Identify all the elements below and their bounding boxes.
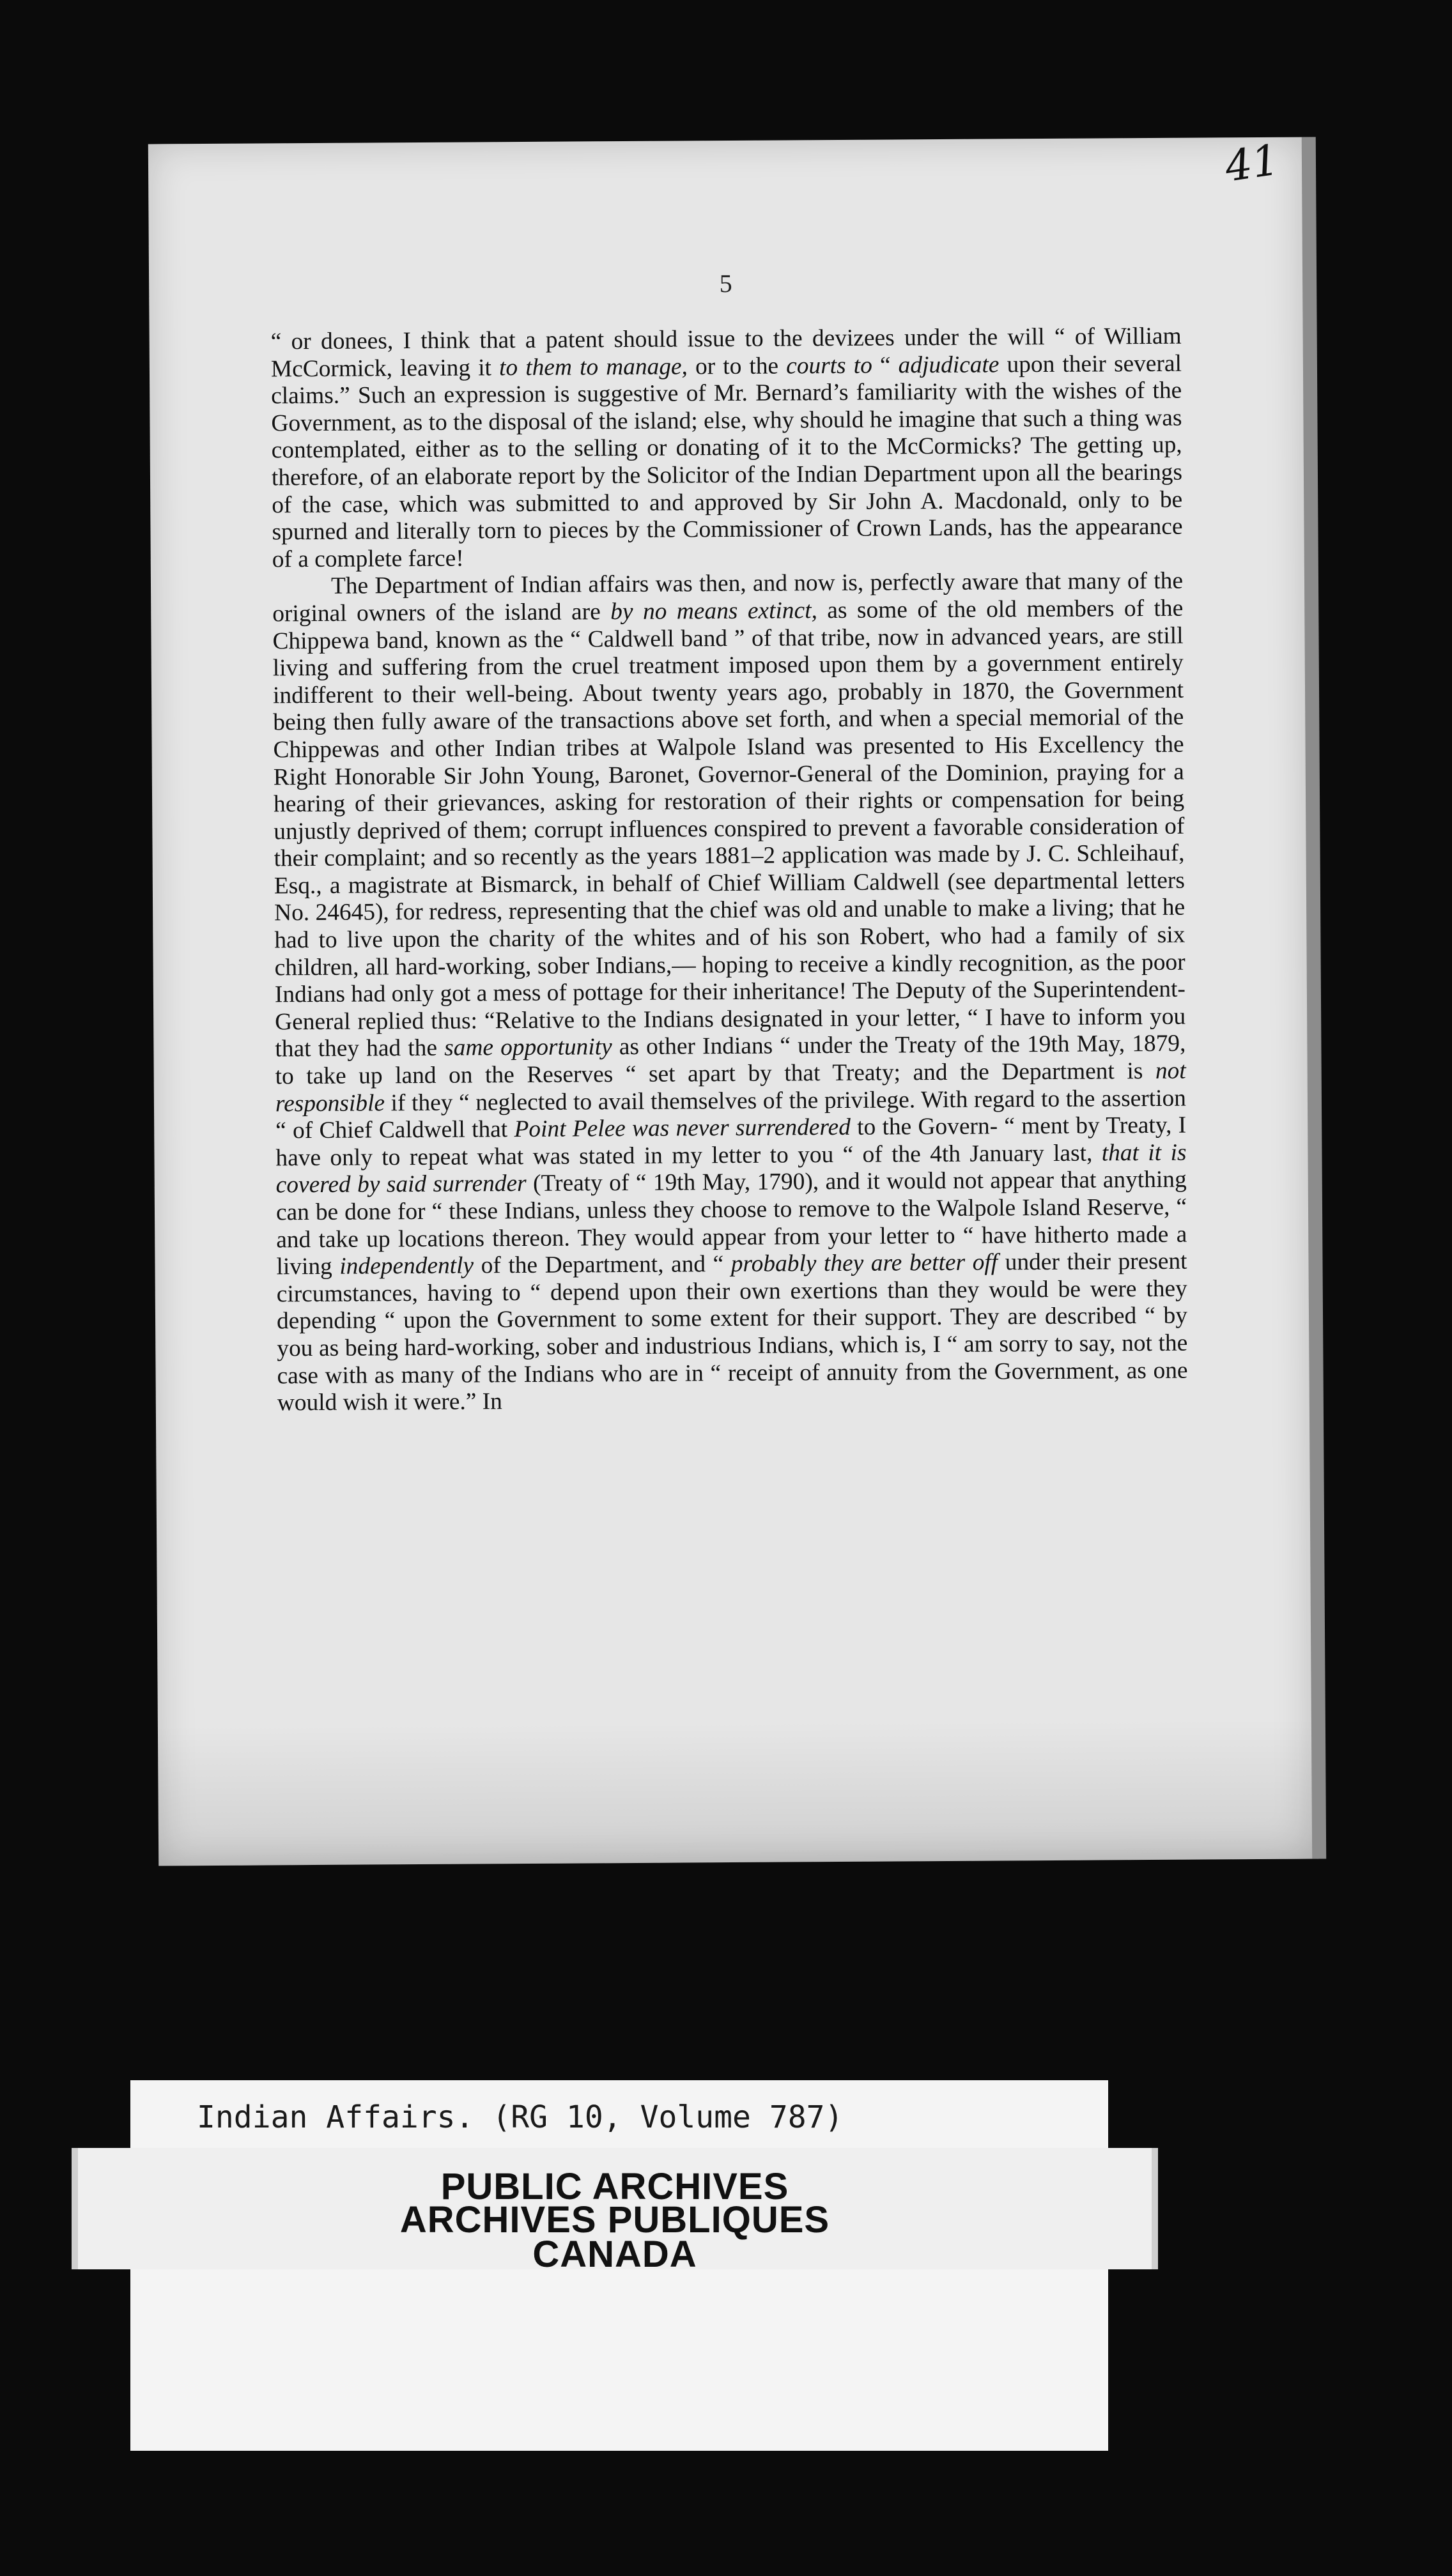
- text-run: as some of the old members of the Chippewa band, known as the “ Caldwell band ” of that tribe, now in advanced years, are still living and suffering from the cruel treatment imposed upon them by a government entirely indifferent to their well-being. About twenty years ago, probably in 1870, the Government being then fully aware of the transactions above set forth, and when a special memorial of the Chippewas and other Indian tribes at Walpole Island was presented to His Excellency the Right Honorable Sir John Young, Baronet, Governor-General of the Dominion, praying for a hearing of their grievances, asking for restoration of their rights or compensation for being unjustly deprived of them; corrupt influences conspired to prevent a favorable consideration of their complaint; and so recently as the years 1881–2 application was made by J. C. Schleihauf, Esq., a magistrate at Bismarck, in behalf of Chief William Caldwell (see departmental letters No. 24645), for redress, representing that the chief was old and unable to make a living; that he had to live upon the charity of the whites and of his son Robert, who had a family of six children, all hard-working, sober Indians,— hoping to receive a kindly recognition, as the poor Indians had only got a mess of pottage for their inheritance! The Deputy of the Superintendent-General replied thus: “Relative to the Indians designated in your letter, “ I have to inform you that they had the: [272, 595, 1186, 1062]
- italic-run: courts to: [786, 352, 872, 379]
- italic-run: independently: [339, 1252, 474, 1280]
- body-text: [271, 323, 1188, 1417]
- text-run: if they “ neglected to avail themselves of the privilege. With regard to the assertion “ of Chief Caldwell that: [275, 1085, 1187, 1144]
- text-run: of the Department, and “: [473, 1251, 731, 1279]
- italic-run: same opportunity: [444, 1034, 612, 1062]
- text-run: or to the: [687, 353, 787, 380]
- paragraph-1: [271, 323, 1183, 574]
- archive-name-french: ARCHIVES PUBLIQUES: [399, 2199, 830, 2241]
- page-edge: [1302, 137, 1326, 1859]
- text-run: upon their several claims.” Such an expression is suggestive of Mr. Bernard’s familiarity with the wishes of the Government, as to the disposal of the island; else, why should he imagine that such a thing was contemplated, either as to the selling or donating of it to the McCormicks? The getting up, therefore, of an elaborate report by the Solicitor of the Indian Department upon all the bearings of the case, which was submitted to and approved by Sir John A. Macdonald, only to be spurned and literally torn to pieces by the Commissioner of Crown Lands, has the appearance of a complete farce!: [271, 350, 1183, 573]
- italic-run: probably they are better off: [730, 1249, 998, 1278]
- archive-country: CANADA: [532, 2234, 697, 2275]
- italic-run: not responsible: [275, 1057, 1186, 1117]
- italic-run: Point Pelee was never surrendered: [514, 1114, 851, 1143]
- italic-run: to them to manage,: [498, 353, 688, 381]
- text-run: The Department of Indian affairs was then, and now is, perfectly aware that many of the original owners of the island are: [272, 568, 1184, 627]
- italic-run: that it is covered by said surrender: [275, 1139, 1187, 1199]
- text-run: to the Govern- “ ment by Treaty, I have only to repeat what was stated in my letter to you “ of the 4th January last,: [275, 1112, 1187, 1172]
- text-run: “: [872, 351, 899, 379]
- collection-reference: Indian Affairs. (RG 10, Volume 787): [197, 2099, 844, 2135]
- document-page: [148, 137, 1318, 1866]
- text-run: as other Indians “ under the Treaty of the 19th May, 1879, to take up land on the Reserves “ set apart by that Treaty; and the Department is: [275, 1031, 1186, 1090]
- page-stain: [158, 1718, 1312, 1866]
- italic-run: adjudicate: [898, 351, 1000, 378]
- text-run: (Treaty of “ 19th May, 1790), and it would not appear that anything can be done for “ these Indians, unless they choose to remove to the Walpole Island Reserve, “ and take up locations thereon. They would appear from your letter to “ have hitherto made a living: [275, 1167, 1187, 1280]
- italic-run: by no means extinct,: [610, 597, 817, 625]
- text-run: “ or donees, I think that a patent should issue to the devizees under the will “ of William McCormick, leaving it: [270, 323, 1182, 382]
- page-number: 5: [719, 268, 732, 298]
- archive-name-english: PUBLIC ARCHIVES: [440, 2166, 789, 2207]
- text-run: under their present circumstances, having to “ depend upon their own exertions than they would be were they depending “ upon the Government to some extent for their support. They are described “ by you as being hard-working, sober and industrious Indians, which is, I “ am sorry to say, not the case with as many of the Indians who are in “ receipt of annuity from the Government, as one would wish it were.” In: [276, 1248, 1188, 1416]
- archive-stamp-strip: [72, 2148, 1158, 2275]
- paragraph-2: [272, 568, 1188, 1417]
- handwritten-folio-number: 41: [1221, 135, 1283, 192]
